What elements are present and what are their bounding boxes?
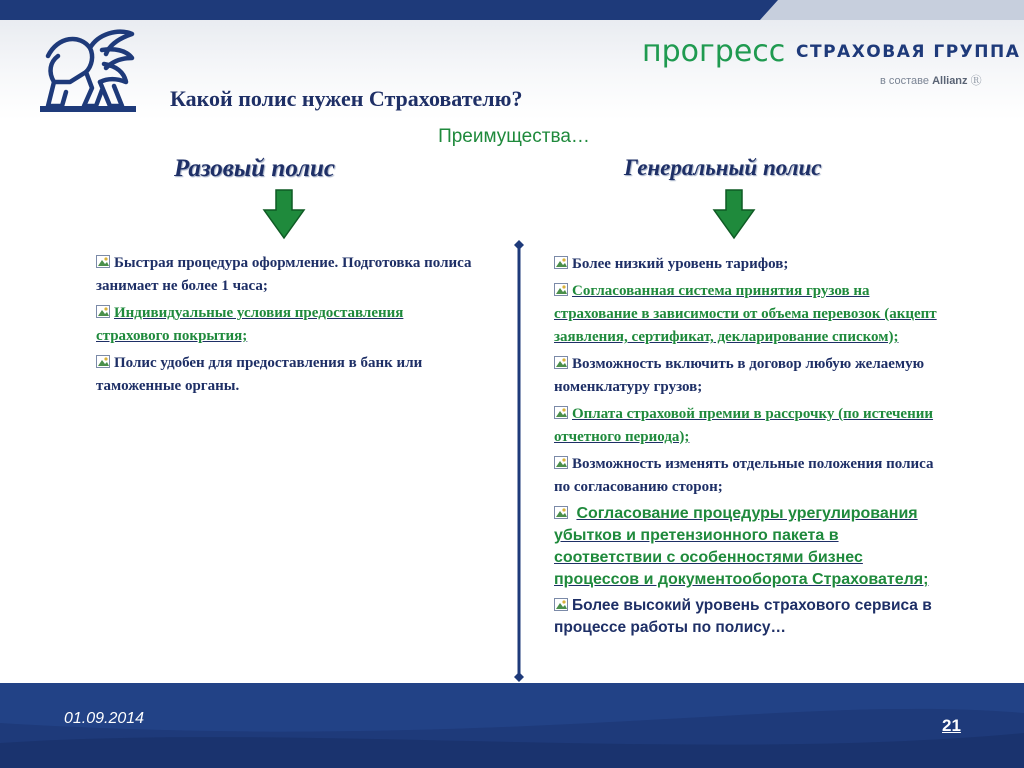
brand-block [642, 34, 1021, 94]
top-bar-accent [760, 0, 1024, 20]
advantages-heading: Преимущества… [438, 126, 590, 147]
down-arrow-icon [262, 188, 306, 240]
column-divider [514, 240, 524, 682]
brand-member-name: Allianz [932, 75, 968, 87]
list-item-link[interactable]: Индивидуальные условия предоставления страхового покрытия; [96, 305, 404, 344]
image-bullet-icon [554, 598, 568, 611]
image-bullet-icon [554, 256, 568, 269]
image-bullet-icon [554, 406, 568, 419]
left-benefits-list [96, 252, 476, 402]
list-item-link[interactable]: Согласование процедуры урегулирования убытков и претензионного пакета в соответствии с особенностями бизнес процессов и документооборота Страхователя; [554, 505, 929, 588]
griffin-logo-icon [40, 26, 136, 112]
image-bullet-icon [96, 355, 110, 368]
list-item [554, 453, 946, 499]
list-item-text: Более высокий уровень страхового сервиса в процессе работы по полису… [554, 597, 932, 636]
list-item-link[interactable]: Согласованная система принятия грузов на страхование в зависимости от объема перевозок (акцепт заявления, сертификат, декларирование списком); [554, 283, 937, 345]
list-item-link[interactable]: Оплата страховой премии в рассрочку (по истечении отчетного периода); [554, 406, 934, 445]
list-item [554, 353, 946, 399]
list-item [554, 280, 946, 349]
list-item [96, 252, 476, 298]
brand-member-line [880, 72, 982, 88]
list-item [554, 403, 946, 449]
image-bullet-icon [554, 456, 568, 469]
list-item [554, 503, 946, 591]
down-arrow-icon [712, 188, 756, 240]
brand-member-prefix: в составе [880, 75, 930, 87]
allianz-mark-icon: Ⓡ [970, 75, 982, 87]
image-bullet-icon [96, 305, 110, 318]
list-item-text: Полис удобен для предоставления в банк или таможенные органы. [96, 355, 423, 394]
list-item [554, 253, 946, 276]
image-bullet-icon [554, 356, 568, 369]
brand-name: прогресс [642, 34, 786, 69]
page-number[interactable]: 21 [942, 716, 961, 735]
list-item-text: Быстрая процедура оформление. Подготовка полиса занимает не более 1 часа; [96, 255, 472, 294]
list-item [96, 302, 476, 348]
list-item-text: Более низкий уровень тарифов; [572, 256, 789, 272]
right-column-title: Генеральный полис [624, 155, 822, 180]
footer-decoration [0, 683, 1024, 768]
right-benefits-list [554, 253, 946, 643]
brand-subtitle: СТРАХОВАЯ ГРУППА [796, 42, 1021, 62]
list-item-text: Возможность изменять отдельные положения полиса по согласованию сторон; [554, 456, 934, 495]
list-item [96, 352, 476, 398]
list-item-text: Возможность включить в договор любую желаемую номенклатуру грузов; [554, 356, 925, 395]
left-column-title: Разовый полис [174, 155, 336, 182]
image-bullet-icon [554, 506, 568, 519]
image-bullet-icon [96, 255, 110, 268]
list-item [554, 595, 946, 639]
footer-date: 01.09.2014 [64, 710, 145, 727]
image-bullet-icon [554, 283, 568, 296]
slide-title: Какой полис нужен Страхователю? [170, 86, 523, 111]
